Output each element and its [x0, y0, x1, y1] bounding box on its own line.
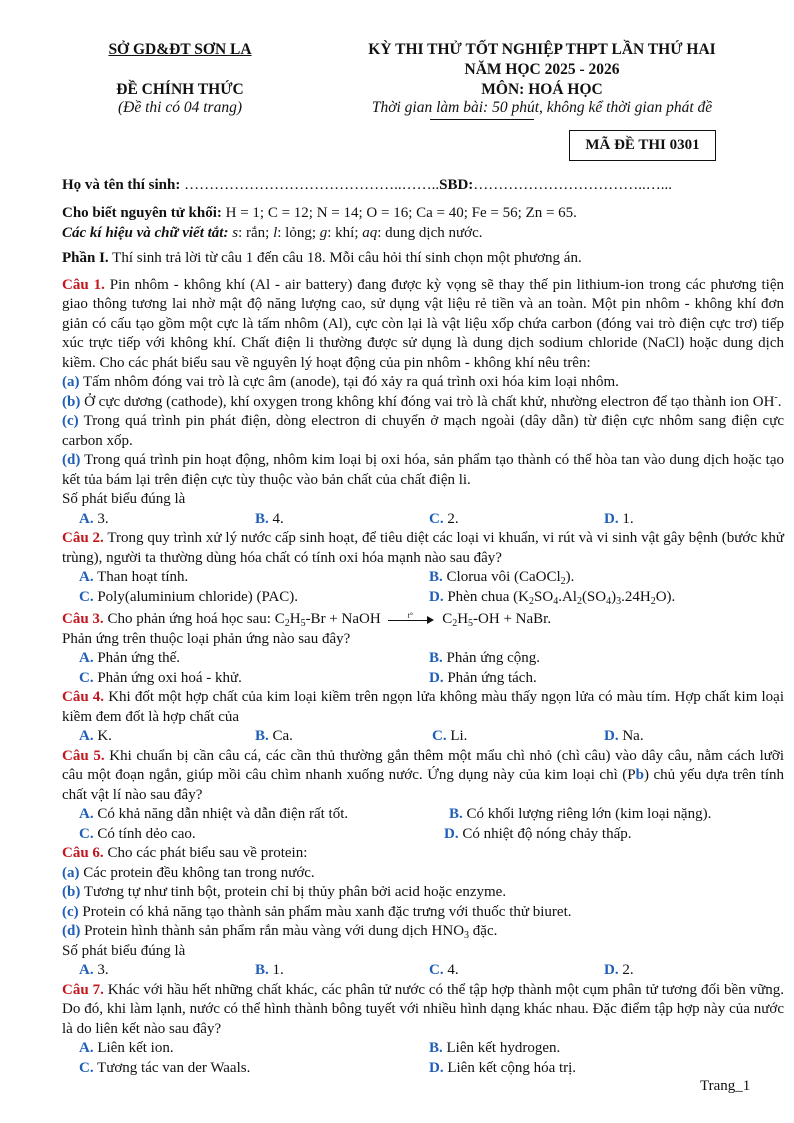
- option-d[interactable]: D. Phèn chua $(K_2SO_4.Al_2(SO_4)_3.24H_2O)$.: [429, 588, 676, 607]
- pages-note: (Đề thi có 04 trang): [118, 99, 242, 116]
- question-2-options-row2: [62, 588, 784, 608]
- abbr-l-text: : lỏng;: [277, 224, 320, 241]
- question-2-text: Trong quy trình xử lý nước cấp sinh hoạt, để tiêu diệt các loại vi khuẩn, vi rút và vi sinh vật gây bệnh (bước khử trùng), người ta thường dùng hóa chất có tính oxi hóa mạnh nào sau đây?: [62, 530, 784, 566]
- option-b[interactable]: B. Liên kết hydrogen.: [429, 1040, 561, 1056]
- statement-text: Protein có khả năng tạo thành sản phẩm màu xanh đặc trưng với thuốc thử biuret.: [78, 903, 572, 920]
- question-5-stem: [62, 747, 784, 806]
- abbr-aq: aq: [362, 224, 378, 241]
- question-7-options-row2: [62, 1059, 784, 1079]
- option-c[interactable]: C. Poly(aluminium chloride) (PAC).: [79, 588, 299, 605]
- statement-key: (d): [62, 452, 81, 468]
- part1-text: Thí sinh trả lời từ câu 1 đến câu 18. Mỗi câu hỏi thí sinh chọn một phương án.: [108, 250, 582, 266]
- candidate-name-label: Họ và tên thí sinh:: [62, 177, 181, 193]
- option-a[interactable]: A. Có khả năng dẫn nhiệt và dẫn điện rất tốt.: [79, 806, 349, 822]
- question-1-statement-d: [62, 451, 784, 490]
- superscript: -: [774, 391, 778, 403]
- option-a[interactable]: A. 3.: [79, 962, 109, 978]
- question-5-text: Khi chuẩn bị cần câu cá, các cần thủ thường gắn thêm một mẩu chì nhỏ (chì câu) vào dây câu, nằm cách lưỡi câu một đoạn ngắn, giúp mồi câu chìm nhanh xuống nước. Ứng dụng này của kim loại chì (P: [62, 747, 784, 783]
- option-d[interactable]: D. Có nhiệt độ nóng chảy thấp.: [444, 825, 632, 842]
- statement-key: (c): [62, 413, 79, 429]
- official-label: ĐỀ CHÍNH THỨC: [116, 81, 244, 98]
- option-b[interactable]: B. Ca.: [255, 728, 293, 744]
- header-divider: [430, 119, 534, 120]
- question-5-highlight: b: [635, 767, 644, 783]
- statement-text: Các protein đều không tan trong nước.: [79, 864, 315, 881]
- question-4-text: Khi đốt một hợp chất của kim loại kiềm trên ngọn lửa không màu thấy ngọn lửa có màu tím. Hợp chất kim loại kiềm đem đốt là hợp chất của: [62, 689, 784, 725]
- abbr-aq-text: : dung dịch nước.: [377, 224, 483, 241]
- exam-title: KỲ THI THỬ TỐT NGHIỆP THPT LẦN THỨ HAI: [368, 41, 716, 58]
- abbr-s: s: [232, 224, 239, 241]
- sbd-dots: ……………………………..…...: [473, 177, 673, 193]
- question-5-text-end: ) chủ yếu dựa trên tính chất vật lí nào sau đây?: [62, 767, 784, 803]
- atomic-mass-values: H = 1; C = 12; N = 14; O = 16; Ca = 40; Fe = 56; Zn = 65.: [221, 205, 577, 221]
- question-1-stem: [62, 276, 784, 374]
- candidate-line: [62, 177, 672, 194]
- option-b[interactable]: B. Clorua vôi (CaOCl$_2$).: [429, 569, 575, 587]
- statement-key: (d): [62, 923, 81, 939]
- question-1-ask: Số phát biểu đúng là: [62, 491, 186, 507]
- statement-key: (a): [62, 374, 80, 390]
- question-6-ask: Số phát biểu đúng là: [62, 942, 186, 959]
- question-7-number: Câu 7.: [62, 981, 104, 998]
- option-a[interactable]: A. Than hoạt tính.: [79, 569, 189, 585]
- question-3-ask: Phản ứng trên thuộc loại phản ứng nào sau đây?: [62, 630, 351, 647]
- question-7-options-row1: [62, 1039, 784, 1059]
- option-a[interactable]: A. Phản ứng thế.: [79, 650, 181, 666]
- statement-key: (a): [62, 864, 80, 881]
- statement-text: Ở cực dương (cathode), khí oxygen trong không khí đóng vai trò là chất khử, nhường electron để tạo thành ion OH: [80, 393, 775, 410]
- question-4-options: [62, 727, 784, 747]
- question-6-stem: [62, 844, 784, 864]
- question-1-statement-c: [62, 412, 784, 451]
- option-c[interactable]: C. Tương tác van der Waals.: [79, 1059, 251, 1076]
- question-1-options: [62, 510, 784, 530]
- question-4-number: Câu 4.: [62, 689, 105, 705]
- statement-text: Trong quá trình pin phát điện, dòng electron di chuyển ở mạch ngoài (dây dẫn) từ điện cực nhôm sang điện cực carbon xốp.: [62, 413, 784, 449]
- abbr-g-text: : khí;: [327, 224, 363, 241]
- abbreviation-label: Các kí hiệu và chữ viết tắt:: [62, 224, 229, 241]
- question-3-text: Cho phản ứng hoá học sau: C: [103, 611, 285, 627]
- question-1-number: Câu 1.: [62, 276, 105, 293]
- abbreviation-line: [62, 224, 784, 244]
- statement-text: Trong quá trình pin hoạt động, nhôm kim loại bị oxi hóa, sản phẩm tạo thành có thể hòa tan vào dung dịch hoặc tạo kết tủa bám lại trên điện cực tùy thuộc vào bản chất của chất điện li.: [62, 452, 784, 488]
- question-5-number: Câu 5.: [62, 747, 105, 764]
- question-2-stem: [62, 529, 784, 568]
- statement-end: .: [777, 393, 782, 410]
- abbr-l: l: [273, 224, 278, 241]
- question-3-stem: Câu 3. Cho phản ứng hoá học sau: $C_2H_5-Br$ + NaOH t° $C_2H_5-OH$ + NaBr.: [62, 610, 552, 629]
- time-note: Thời gian làm bài: 50 phút, không kể thời gian phát đề: [371, 99, 713, 116]
- question-6-statement-b: [62, 883, 784, 903]
- option-d[interactable]: D. 1.: [604, 510, 634, 527]
- option-c[interactable]: C. Có tính dẻo cao.: [79, 825, 196, 842]
- question-4-stem: [62, 688, 784, 727]
- question-6-statement-c: [62, 903, 784, 923]
- question-6-options: [62, 961, 784, 981]
- abbr-g: g: [319, 224, 328, 241]
- statement-key: (b): [62, 393, 81, 410]
- question-1-text: Pin nhôm - không khí (Al - air battery) đang được kỳ vọng sẽ thay thế pin lithium-ion trong các phương tiện giao thông tương lai nhờ mật độ năng lượng cao, sử dụng vật liệu rẻ tiền và an toàn. Một pin nhôm - không khí đơn giản có cấu tạo gồm một cực là tấm nhôm (Al), cực còn lại là vật liệu xốp chứa carbon (đóng vai trò điện cực trơ) tiếp xúc trực tiếp với không khí. Chất điện li thường được sử dụng là dung dịch sodium chloride (NaCl) hoặc dung dịch kiềm. Cho các phát biểu sau về nguyên lý hoạt động của pin nhôm - không khí nêu trên:: [62, 276, 784, 371]
- school-year: NĂM HỌC 2025 - 2026: [464, 61, 620, 78]
- option-b[interactable]: B. Phản ứng cộng.: [429, 650, 541, 666]
- question-6-text: Cho các phát biểu sau về protein:: [103, 845, 308, 861]
- sbd-label: SBD:: [439, 177, 474, 193]
- atomic-mass-label: Cho biết nguyên tử khối:: [62, 205, 222, 221]
- option-a[interactable]: A. K.: [79, 728, 112, 744]
- option-a[interactable]: A. 3.: [79, 510, 109, 527]
- candidate-name-dots: ……………………………………..……..: [180, 177, 440, 193]
- atomic-mass-line: [62, 204, 784, 224]
- statement-text: Protein hình thành sản phẩm rắn màu vàng với dung dịch HNO: [80, 923, 465, 939]
- option-d[interactable]: D. 2.: [604, 962, 634, 978]
- question-2-options-row1: [62, 568, 784, 588]
- statement-end: đặc.: [469, 923, 498, 939]
- option-b[interactable]: B. 4.: [255, 510, 284, 527]
- part1-label: Phần I.: [62, 250, 109, 266]
- statement-key: (b): [62, 884, 81, 900]
- page-number: Trang_1: [700, 1078, 751, 1094]
- option-c[interactable]: C. Phản ứng oxi hoá - khử.: [79, 669, 242, 686]
- question-1-statement-a: [62, 373, 784, 393]
- question-6-number: Câu 6.: [62, 845, 104, 861]
- option-d[interactable]: D. Phản ứng tách.: [429, 669, 537, 686]
- question-7-text: Khác với hầu hết những chất khác, các phân tử nước có thể tập hợp thành một cụm phân tử tương đối bền vững. Do đó, khi làm lạnh, nước có thể hình thành bông tuyết với nhiều hình dạng khác nhau. Đặc điểm tập hợp này của nước là do liên kết nào sau đây?: [62, 981, 784, 1037]
- exam-body: [62, 204, 784, 1078]
- department-name: SỞ GD&ĐT SƠN LA: [108, 41, 252, 58]
- abbr-s-text: : rắn;: [238, 224, 274, 241]
- option-b[interactable]: B. 1.: [255, 962, 284, 978]
- option-d[interactable]: D. Na.: [604, 728, 644, 744]
- question-2-number: Câu 2.: [62, 530, 104, 546]
- reaction-arrow-icon: t°: [388, 615, 434, 625]
- option-b[interactable]: B. Có khối lượng riêng lớn (kim loại nặng).: [449, 806, 712, 822]
- subject-label: MÔN: HOÁ HỌC: [481, 81, 603, 98]
- option-c[interactable]: C. Li.: [432, 728, 468, 744]
- exam-code-box: MÃ ĐỀ THI 0301: [569, 130, 716, 161]
- question-5-options-row2: [62, 825, 784, 845]
- question-1-statement-b: [62, 393, 784, 413]
- question-5-options-row1: [62, 805, 784, 825]
- option-a[interactable]: A. Liên kết ion.: [79, 1040, 174, 1056]
- statement-text: Tấm nhôm đóng vai trò là cực âm (anode), tại đó xảy ra quá trình oxi hóa kim loại nhôm.: [79, 374, 619, 390]
- statement-text: Tương tự như tinh bột, protein chỉ bị thủy phân bởi acid hoặc enzyme.: [80, 884, 507, 900]
- option-c[interactable]: C. 2.: [429, 510, 459, 527]
- question-6-statement-d: (d) Protein hình thành sản phẩm rắn màu vàng với dung dịch $HNO_3$ đặc.: [62, 923, 498, 941]
- statement-key: (c): [62, 903, 79, 920]
- question-3-number: Câu 3.: [62, 611, 104, 627]
- question-6-statement-a: [62, 864, 784, 884]
- part1-instructions: [62, 249, 784, 269]
- option-c[interactable]: C. 4.: [429, 962, 459, 978]
- question-3-options-row1: [62, 649, 784, 669]
- question-7-stem: [62, 981, 784, 1040]
- question-3-options-row2: [62, 669, 784, 689]
- option-d[interactable]: D. Liên kết cộng hóa trị.: [429, 1059, 577, 1076]
